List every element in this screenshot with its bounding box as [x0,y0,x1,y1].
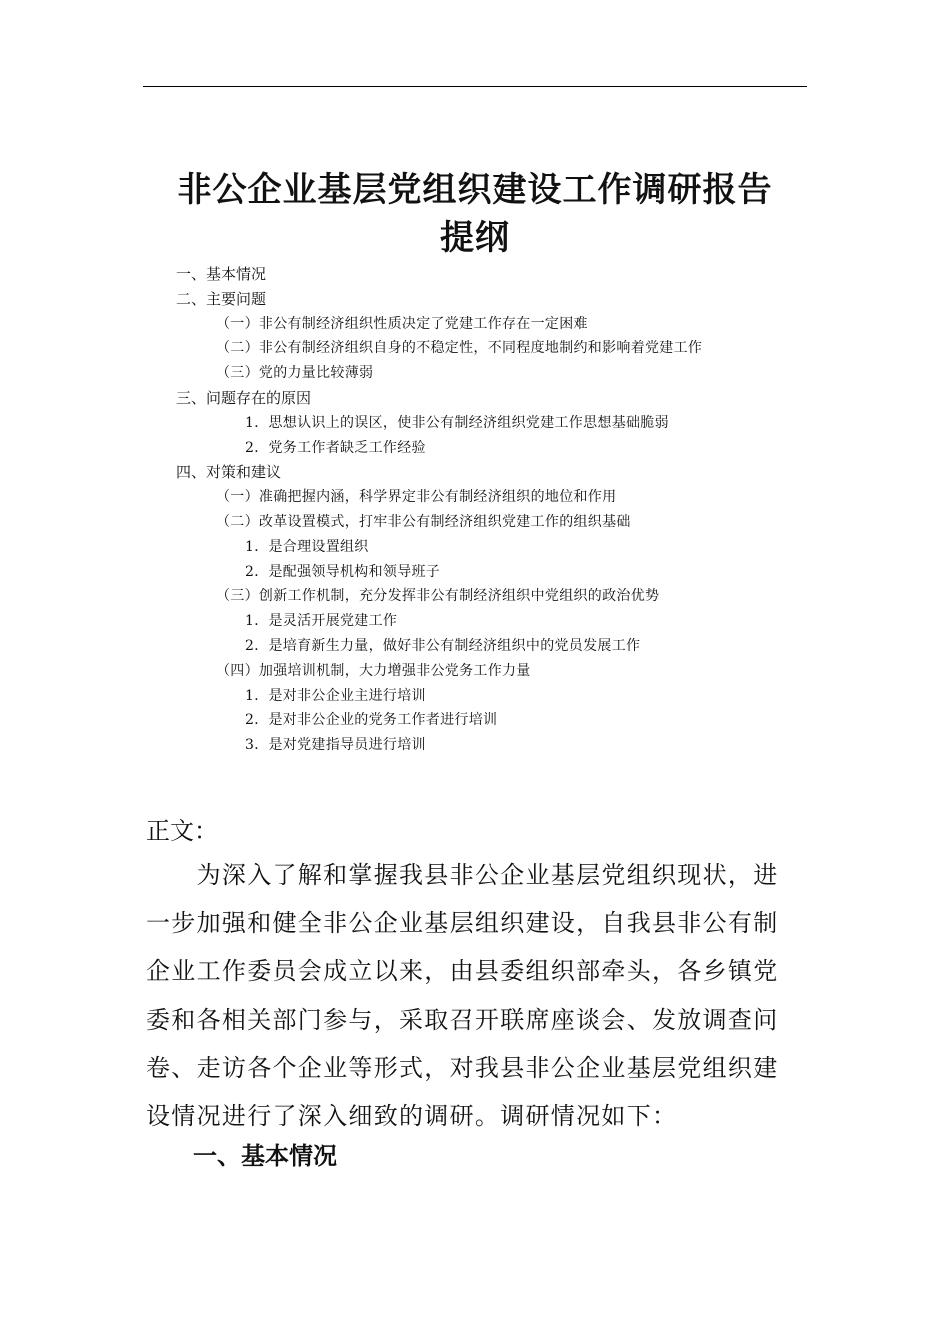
outline-item: 1．是合理设置组织 [245,538,369,555]
outline-item: 一、基本情况 [176,265,267,283]
outline-item: （三）党的力量比较薄弱 [216,365,374,382]
outline-item: 2．党务工作者缺乏工作经验 [245,439,426,456]
outline-item: （二）非公有制经济组织自身的不稳定性，不同程度地制约和影响着党建工作 [216,340,703,357]
body-line: 一步加强和健全非公企业基层组织建设，自我县非公有制 [146,909,779,938]
outline-item: （一）非公有制经济组织性质决定了党建工作存在一定困难 [216,315,588,332]
body-line: 为深入了解和掌握我县非公企业基层党组织现状，进 [146,861,779,889]
body-line: 委和各相关部门参与，采取召开联席座谈会、发放调查问 [146,1005,779,1034]
outline-item: 三、问题存在的原因 [176,389,312,407]
section-heading: 一、基本情况 [193,1142,337,1170]
body-label: 正文： [146,817,218,845]
outline-item: 2．是培育新生力量，做好非公有制经济组织中的党员发展工作 [245,638,641,654]
outline-item: 1．思想认识上的误区，使非公有制经济组织党建工作思想基础脆弱 [245,414,669,431]
outline-item: 2．是配强领导机构和领导班子 [245,563,441,580]
body-line: 企业工作委员会成立以来，由县委组织部牵头，各乡镇党 [146,957,779,986]
document-title-line-2: 提纲 [440,218,510,258]
outline-item: 1．是灵活开展党建工作 [245,613,398,630]
outline-item: （四）加强培训机制，大力增强非公党务工作力量 [216,662,531,679]
body-line: 设情况进行了深入细致的调研。调研情况如下： [146,1102,678,1130]
header-rule [143,86,807,87]
outline-item: （一）准确把握内涵，科学界定非公有制经济组织的地位和作用 [216,489,617,506]
outline-item: 四、对策和建议 [176,463,282,482]
body-line: 卷、走访各个企业等形式，对我县非公企业基层党组织建 [146,1053,779,1082]
outline-item: （二）改革设置模式，打牢非公有制经济组织党建工作的组织基础 [216,514,631,530]
outline-item: 二、主要问题 [176,289,267,308]
outline-item: 2．是对非公企业的党务工作者进行培训 [245,712,498,729]
outline-item: （三）创新工作机制，充分发挥非公有制经济组织中党组织的政治优势 [216,588,660,605]
outline-item: 1．是对非公企业主进行培训 [245,687,426,704]
document-title-line-1: 非公企业基层党组织建设工作调研报告 [177,170,773,210]
outline-item: 3．是对党建指导员进行培训 [245,737,426,754]
